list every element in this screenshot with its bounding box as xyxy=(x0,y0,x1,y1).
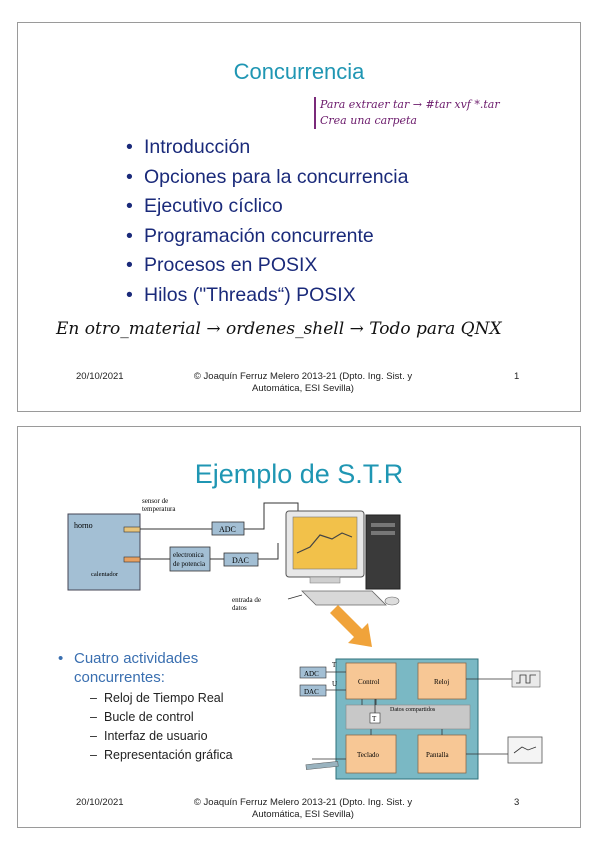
sensor-icon xyxy=(124,527,140,532)
copyright-line: © Joaquín Ferruz Melero 2013-21 (Dpto. Ing. Sist. y xyxy=(193,371,413,382)
footer-date: 20/10/2021 xyxy=(76,797,124,808)
main-bullet-cont: concurrentes: xyxy=(74,669,165,686)
heater-label: calentador xyxy=(91,571,119,578)
oven-label: horno xyxy=(74,521,93,530)
page-number: 1 xyxy=(514,371,520,382)
shared-data-label: Datos compartidos xyxy=(390,707,436,713)
adc-label: ADC xyxy=(219,525,236,534)
heater-icon xyxy=(124,557,140,562)
page-number: 3 xyxy=(514,797,520,808)
note-line: Crea una carpeta xyxy=(320,114,417,127)
bullet-item: • Ejecutivo cíclico xyxy=(126,192,408,222)
copyright-line: © Joaquín Ferruz Melero 2013-21 (Dpto. Ing. Sist. y xyxy=(193,797,413,808)
clock-label: Reloj xyxy=(434,678,450,686)
keyboard-icon xyxy=(306,761,338,769)
bullet-list xyxy=(126,133,408,310)
activities-list xyxy=(58,649,233,765)
bullet-item: • Opciones para la concurrencia xyxy=(126,163,408,193)
arrow-down-right-icon xyxy=(328,603,378,651)
copyright-line: Automática, ESI Sevilla) xyxy=(252,383,354,394)
main-bullet: • Cuatro actividades xyxy=(58,649,233,668)
handwritten-note xyxy=(314,97,500,129)
t-signal-label: T xyxy=(332,661,337,669)
keyboard-label: Teclado xyxy=(357,751,380,759)
electronics-label: de potencia xyxy=(173,560,206,568)
sub-bullet: – Representación gráfica xyxy=(90,746,233,765)
dac-label: DAC xyxy=(304,688,319,696)
sensor-label: temperatura xyxy=(142,505,176,513)
bullet-item: • Programación concurrente xyxy=(126,222,408,252)
t-box-label: T xyxy=(372,715,377,723)
footer-copyright xyxy=(178,371,428,395)
slide-3 xyxy=(17,426,581,828)
dac-label: DAC xyxy=(232,556,249,565)
footer-date: 20/10/2021 xyxy=(76,371,124,382)
concurrency-diagram xyxy=(276,655,546,785)
bullet-item: • Introducción xyxy=(126,133,408,163)
sub-bullet: – Bucle de control xyxy=(90,708,233,727)
sub-bullet: – Interfaz de usuario xyxy=(90,727,233,746)
sensor-label: sensor de xyxy=(142,497,169,505)
electronics-label: electronica xyxy=(173,551,204,559)
slide-1 xyxy=(17,22,581,412)
input-label: datos xyxy=(232,604,247,612)
bullet-item: • Procesos en POSIX xyxy=(126,251,408,281)
u-signal-label: U xyxy=(332,680,338,688)
slide-title: Ejemplo de S.T.R xyxy=(194,459,404,489)
control-label: Control xyxy=(358,678,380,686)
display-icon xyxy=(508,737,542,763)
mouse-icon xyxy=(385,597,399,605)
oven-system-diagram xyxy=(66,489,446,619)
input-label: entrada de xyxy=(232,596,261,604)
handwritten-annotation: En otro_material → ordenes_shell → Todo para QNX xyxy=(56,319,502,339)
screen-label: Pantalla xyxy=(426,751,449,759)
footer-copyright xyxy=(178,797,428,821)
sub-bullet: – Reloj de Tiempo Real xyxy=(90,689,233,708)
bullet-item: • Hilos ("Threads“) POSIX xyxy=(126,281,408,311)
adc-label: ADC xyxy=(304,670,319,678)
copyright-line: Automática, ESI Sevilla) xyxy=(252,809,354,820)
note-line: Para extraer tar → #tar xvf *.tar xyxy=(320,98,500,111)
slide-title: Concurrencia xyxy=(233,59,365,84)
